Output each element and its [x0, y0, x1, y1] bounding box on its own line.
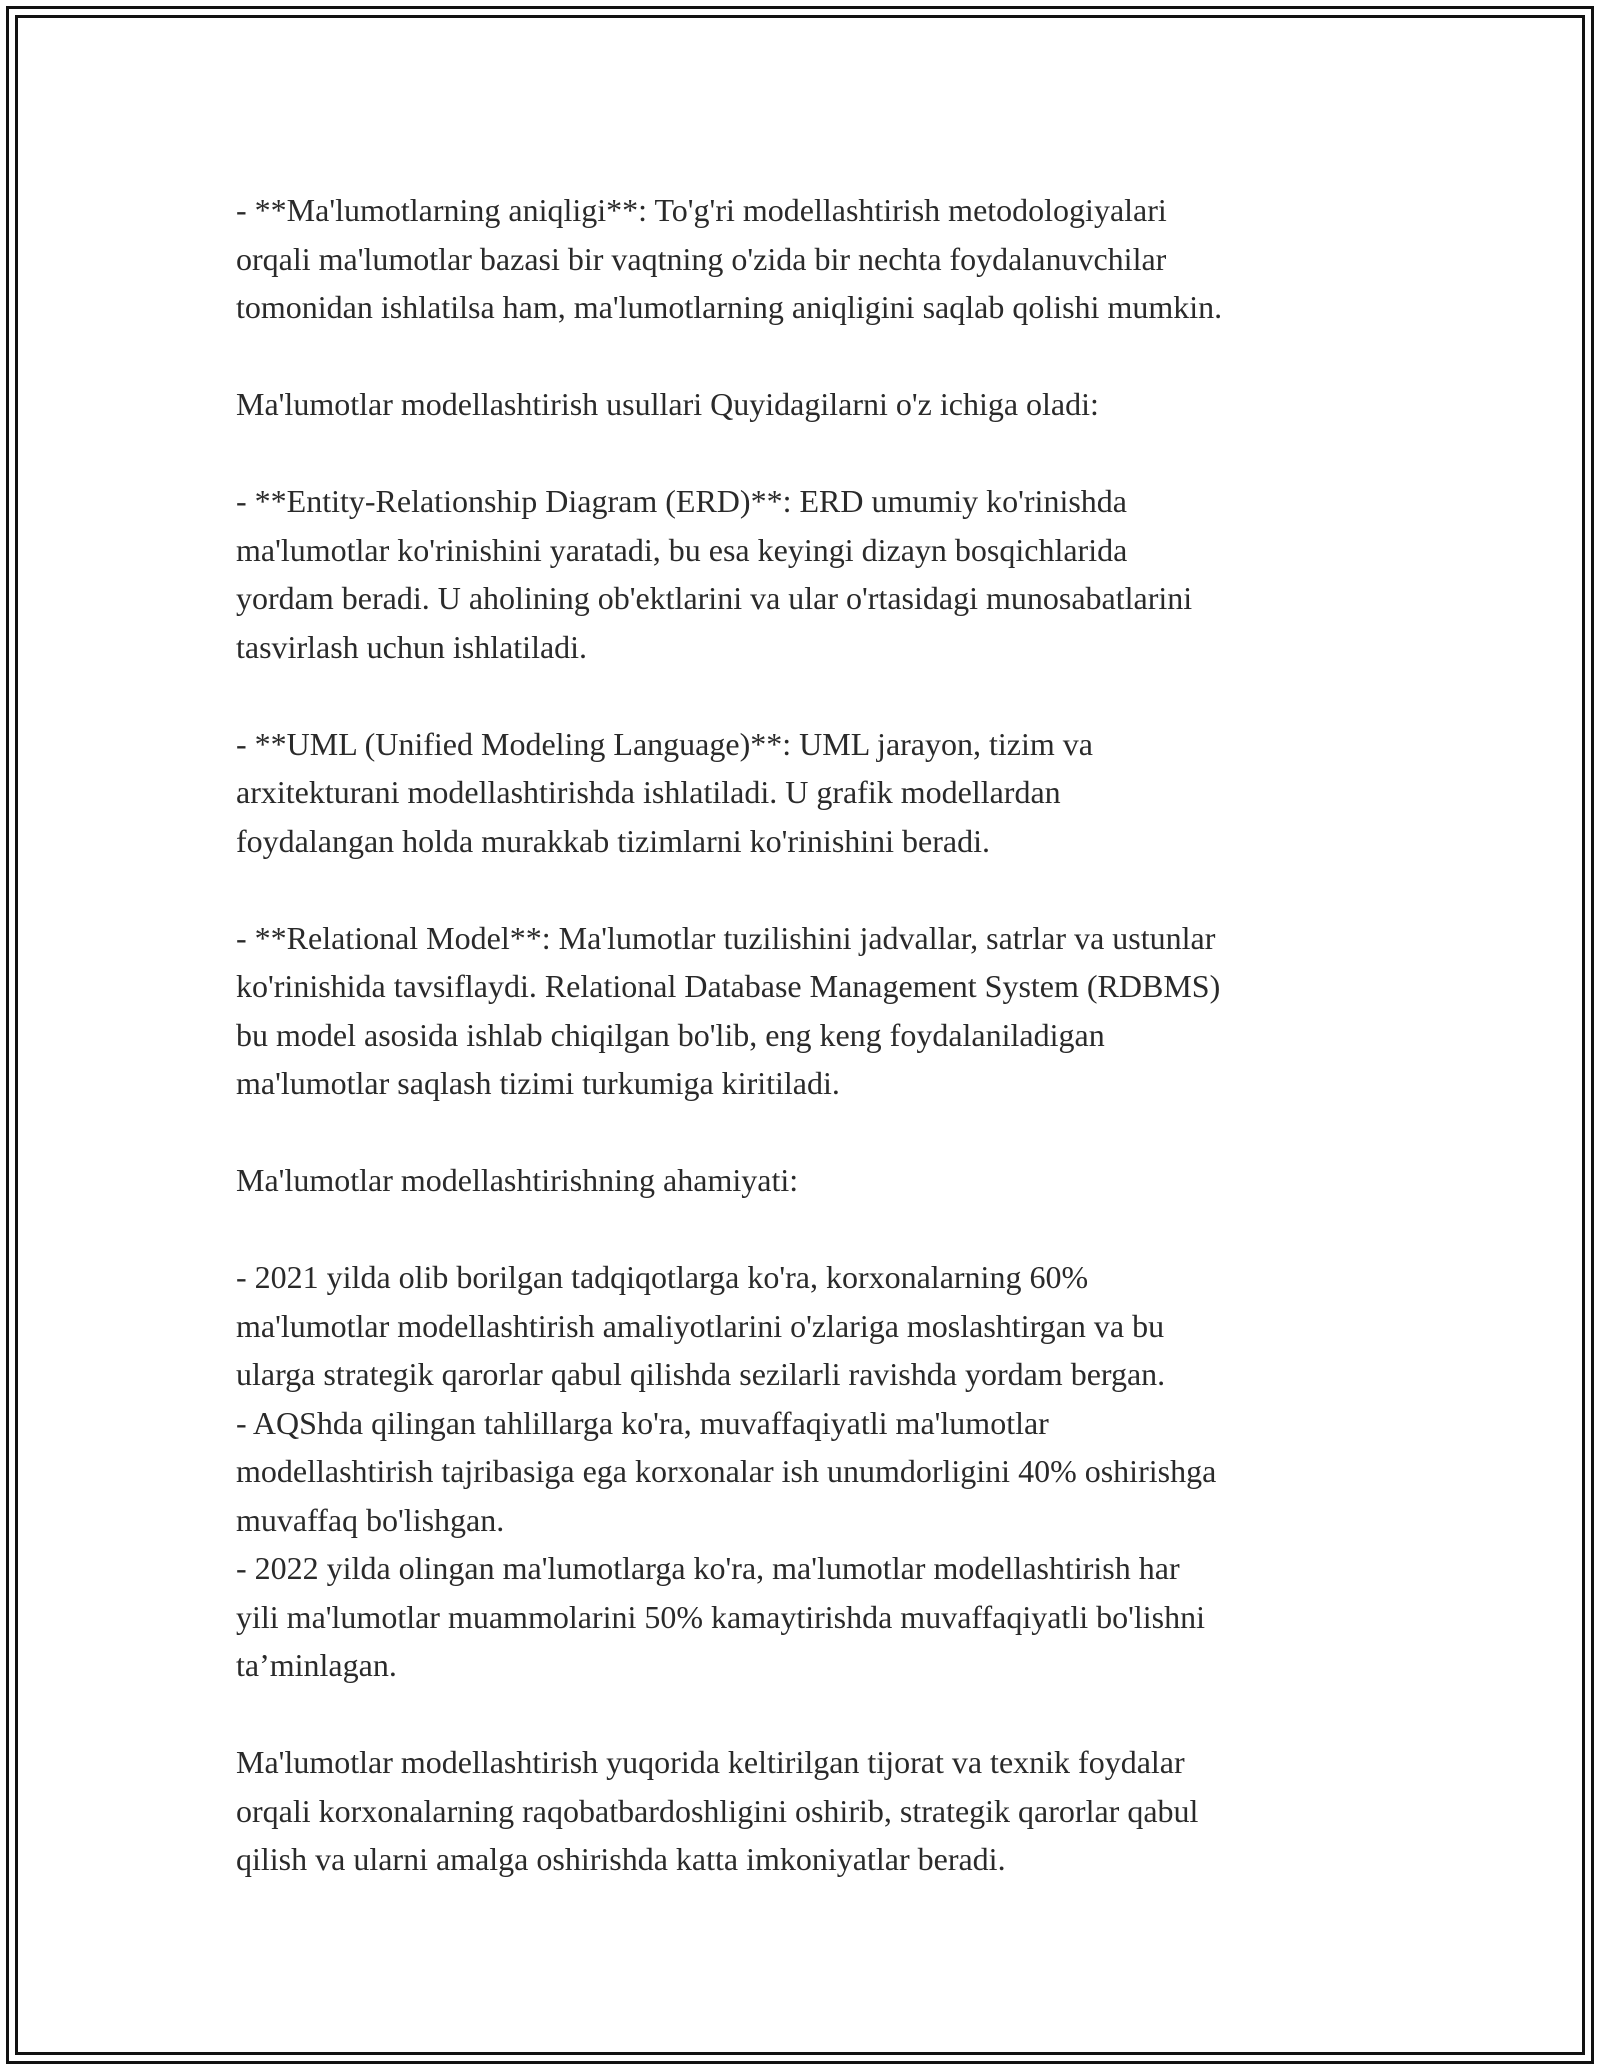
text-line: Ma'lumotlar modellashtirish yuqorida keltirilgan tijorat va texnik foydalar: [236, 1744, 1185, 1780]
text-line: foydalangan holda murakkab tizimlarni ko'rinishini beradi.: [236, 822, 990, 859]
paragraph-methods-intro: [236, 380, 1366, 429]
paragraph-uml: [236, 720, 1366, 866]
text-line: - **Entity-Relationship Diagram (ERD)**: ERD umumiy ko'rinishda: [236, 483, 1127, 519]
text-line: ularga strategik qarorlar qabul qilishda sezilarli ravishda yordam bergan.: [236, 1356, 1166, 1392]
paragraph-importance-heading: [236, 1156, 1366, 1205]
document-body: [236, 186, 1366, 1884]
paragraph-statistics: [236, 1253, 1366, 1690]
text-line: - 2022 yilda olingan ma'lumotlarga ko'ra, ma'lumotlar modellashtirish har: [236, 1550, 1180, 1586]
text-line: tasvirlash uchun ishlatiladi.: [236, 628, 588, 665]
text-line: bu model asosida ishlab chiqilgan bo'lib, eng keng foydalaniladigan: [236, 1016, 1105, 1053]
text-line: ma'lumotlar ko'rinishini yaratadi, bu esa keyingi dizayn bosqichlarida: [236, 531, 1128, 568]
text-line: ta’minlagan.: [236, 1647, 397, 1683]
text-line: - 2021 yilda olib borilgan tadqiqotlarga ko'ra, korxonalarning 60%: [236, 1259, 1089, 1295]
text-line: Ma'lumotlar modellashtirish usullari Quyidagilarni o'z ichiga oladi:: [236, 386, 1099, 422]
text-line: ko'rinishida tavsiflaydi. Relational Database Management System (RDBMS): [236, 968, 1221, 1004]
text-line: arxitekturani modellashtirishda ishlatiladi. U grafik modellardan: [236, 774, 1061, 810]
text-line: - **Relational Model**: Ma'lumotlar tuzilishini jadvallar, satrlar va ustunlar: [236, 919, 1216, 956]
text-line: ma'lumotlar saqlash tizimi turkumiga kiritiladi.: [236, 1065, 840, 1101]
paragraph-data-accuracy: [236, 186, 1366, 332]
text-line: - AQShda qilingan tahlillarga ko'ra, muvaffaqiyatli ma'lumotlar: [236, 1404, 1049, 1441]
text-line: orqali ma'lumotlar bazasi bir vaqtning o'zida bir nechta foydalanuvchilar: [236, 240, 1167, 277]
paragraph-erd: [236, 477, 1366, 671]
paragraph-relational-model: [236, 914, 1366, 1108]
text-line: - **Ma'lumotlarning aniqligi**: To'g'ri modellashtirish metodologiyalari: [236, 192, 1167, 228]
text-line: yili ma'lumotlar muammolarini 50% kamaytirishda muvaffaqiyatli bo'lishni: [236, 1598, 1205, 1635]
text-line: qilish va ularni amalga oshirishda katta imkoniyatlar beradi.: [236, 1841, 1006, 1877]
text-line: - **UML (Unified Modeling Language)**: UML jarayon, tizim va: [236, 725, 1093, 762]
text-line: muvaffaq bo'lishgan.: [236, 1501, 505, 1538]
text-line: orqali korxonalarning raqobatbardoshligini oshirib, strategik qarorlar qabul: [236, 1792, 1199, 1829]
text-line: Ma'lumotlar modellashtirishning ahamiyati:: [236, 1162, 799, 1198]
paragraph-conclusion: [236, 1738, 1366, 1884]
text-line: ma'lumotlar modellashtirish amaliyotlarini o'zlariga moslashtirgan va bu: [236, 1307, 1165, 1344]
text-line: modellashtirish tajribasiga ega korxonalar ish unumdorligini 40% oshirishga: [236, 1453, 1217, 1489]
text-line: tomonidan ishlatilsa ham, ma'lumotlarning aniqligini saqlab qolishi mumkin.: [236, 289, 1223, 325]
text-line: yordam beradi. U aholining ob'ektlarini va ular o'rtasidagi munosabatlarini: [236, 580, 1193, 616]
